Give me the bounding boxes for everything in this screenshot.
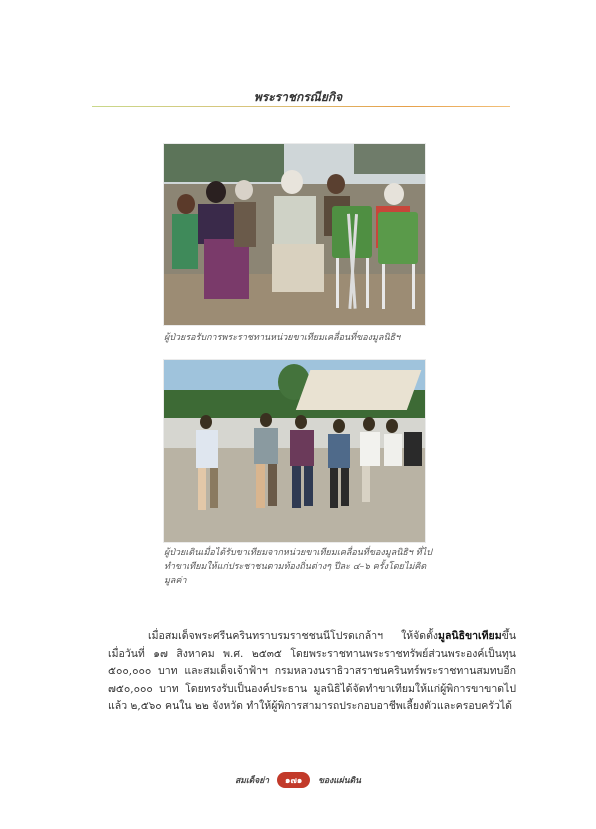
footer-left-title: สมเด็จย่า: [235, 776, 270, 786]
photo-patients-waiting-art: [164, 144, 425, 325]
body-paragraph: [108, 628, 516, 716]
body-text-before: เมื่อสมเด็จพระศรีนครินทราบรมราชชนนีโปรดเกล้าฯ ให้จัดตั้ง: [148, 630, 439, 642]
photo-patients-walking: [164, 360, 425, 542]
foundation-name: มูลนิธิขาเทียม: [438, 630, 502, 642]
running-header: พระราชกรณียกิจ: [253, 90, 343, 104]
photo-patients-walking-art: [164, 360, 425, 542]
footer-right-title: ของแผ่นดิน: [318, 776, 361, 786]
page-number: ๑๗๑: [277, 772, 310, 788]
photo-patients-waiting: [164, 144, 425, 325]
header-rule: [92, 106, 510, 107]
body-text-after: ขึ้นเมื่อวันที่ ๑๗ สิงหาคม พ.ศ. ๒๕๓๕ โดยพระราชทานพระราชทรัพย์ส่วนพระองค์เป็นทุน ๕๐๐,๐๐๐ บาท และสมเด็จเจ้าฟ้าฯ กรมหลวงนราธิวาสราชนครินทร์พระราชทานสมทบอีก ๗๕๐,๐๐๐ บาท โดยทรงรับเป็นองค์ประธาน มูลนิธิได้จัดทำขาเทียมให้แก่ผู้พิการขาขาดไปแล้ว ๒,๕๖๐ คนใน ๒๒ จังหวัด ทำให้ผู้พิการสามารถประกอบอาชีพเลี้ยงตัวและครอบครัวได้: [108, 630, 516, 712]
photo-2-caption: ผู้ป่วยเดินเมื่อได้รับขาเทียมจากหน่วยขาเทียมเคลื่อนที่ของมูลนิธิฯ ที่ไปทำขาเทียมให้แก่ประชาชนตามท้องถิ่นต่างๆ ปีละ ๔–๖ ครั้งโดยไม่คิดมูลค่า: [164, 548, 432, 586]
running-footer: [0, 772, 596, 788]
photo-1-caption: ผู้ป่วยรอรับการพระราชทานหน่วยขาเทียมเคลื่อนที่ของมูลนิธิฯ: [164, 333, 401, 343]
